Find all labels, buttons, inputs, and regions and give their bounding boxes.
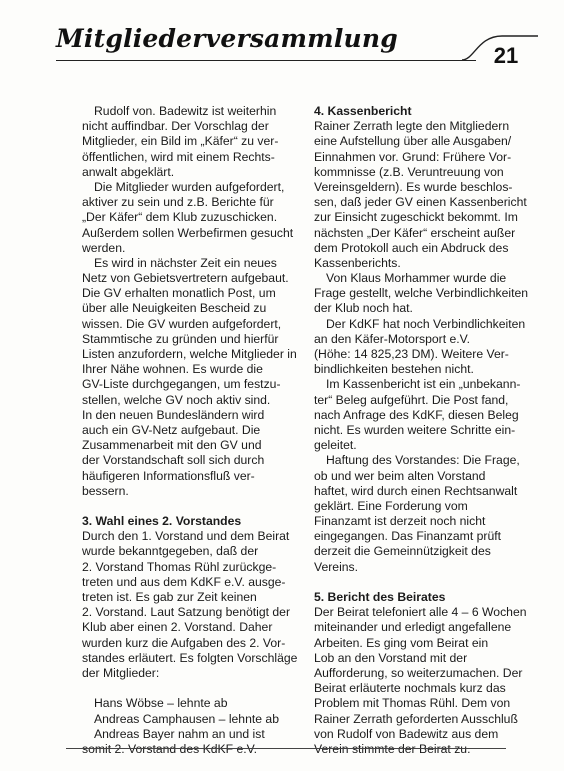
text-line: Finanzamt ist derzeit noch nicht [314, 514, 486, 529]
text-line: Durch den 1. Vorstand und dem Beirat [82, 529, 290, 544]
footer-rule [66, 748, 506, 749]
text-line: bessern. [82, 483, 129, 498]
text-line: (Höhe: 14 825,23 DM). Weitere Ver- [314, 347, 509, 361]
text-line: über alle Neuigkeiten Bescheid zu [82, 301, 267, 316]
text-line: nicht. Es wurden weitere Schritte ein- [314, 422, 516, 437]
text-line: der Vorstandschaft soll sich durch [82, 453, 265, 468]
text-line: nächsten „Der Käfer“ erscheint außer [314, 225, 516, 240]
text-line: wissen. Die GV wurden aufgefordert, [82, 316, 282, 331]
text-line: eingegangen. Das Finanzamt prüft [314, 529, 501, 544]
text-line: Im Kassenbericht ist ein „unbekann- [326, 377, 521, 392]
section-heading: 3. Wahl eines 2. Vorstandes [82, 514, 242, 529]
text-line: Mitglieder, ein Bild im „Käfer“ zu ver- [82, 134, 279, 149]
text-line: Andreas Camphausen – lehnte ab [94, 711, 279, 726]
text-line: ob und wer beim alten Vorstand [314, 468, 486, 483]
text-line: sen, daß jeder GV einen Kassenbericht [314, 195, 527, 210]
text-line: an den Käfer-Motorsport e.V. [314, 331, 471, 346]
text-line: von Rudolf von Badewitz aus dem [314, 726, 499, 741]
paragraph-gap [82, 499, 300, 514]
text-line: Rudolf von. Badewitz ist weiterhin [94, 104, 277, 118]
text-line: auch ein GV-Netz aufgebaut. Die [82, 422, 261, 437]
text-line: der Mitglieder: [82, 665, 160, 680]
text-line: Einnahmen vor. Grund: Frühere Vor- [314, 149, 512, 164]
text-line: Der KdKF hat noch Verbindlichkeiten [326, 316, 526, 331]
text-line: Beirat erläuterte nochmals kurz das [314, 681, 506, 696]
text-line: Frage gestellt, welche Verbindlichkeiten [314, 286, 529, 301]
text-line: häufigeren Informationsfluß ver- [82, 468, 255, 483]
text-line: dem Protokoll auch ein Abdruck des [314, 240, 509, 255]
text-line: GV-Liste durchgegangen, um festzu- [82, 377, 281, 392]
text-line: ter“ Beleg aufgeführt. Die Post fand, [314, 392, 509, 407]
text-line: Lob an den Vorstand mit der [314, 650, 468, 665]
text-line: aktiver zu sein und z.B. Berichte für [82, 195, 274, 210]
left-column [82, 104, 300, 757]
text-line: somit 2. Vorstand des KdKF e.V. [82, 741, 258, 756]
text-line: öffentlichen, wird mit einem Rechts- [82, 149, 275, 164]
text-line: Die GV erhalten monatlich Post, um [82, 286, 276, 301]
text-line: Problem mit Thomas Rühl. Dem von [314, 696, 511, 711]
text-line: geklärt. Eine Forderung vom [314, 498, 468, 513]
text-line: eine Aufstellung über alle Ausgaben/ [314, 134, 512, 149]
text-line: Kassenberichts. [314, 255, 401, 270]
text-line: 2. Vorstand Thomas Rühl zurückge- [82, 559, 277, 574]
text-line: 2. Vorstand. Laut Satzung benötigt der [82, 605, 291, 620]
text-line: Netz von Gebietsvertretern aufgebaut. [82, 271, 289, 286]
text-line: Vereins. [314, 559, 359, 574]
text-line: der Klub noch hat. [314, 301, 413, 316]
text-line: standes erläutert. Es folgten Vorschläge [82, 650, 298, 665]
text-line: Stammtische zu gründen und hierfür [82, 331, 279, 346]
text-line: Haftung des Vorstandes: Die Frage, [326, 453, 520, 468]
text-line: haftet, wird durch einen Rechtsanwalt [314, 483, 518, 498]
text-line: Ihrer Nähe wohnen. Es wurde die [82, 362, 263, 377]
text-line: geleitet. [314, 438, 357, 453]
text-line: anwalt abgeklärt. [82, 164, 175, 179]
text-line: stellen, welche GV noch aktiv sind. [82, 392, 271, 407]
text-line: treten und aus dem KdKF e.V. ausge- [82, 574, 286, 589]
page-number: 21 [493, 43, 519, 68]
header-rule [56, 60, 476, 61]
text-line: Zusammenarbeit mit den GV und [82, 438, 262, 453]
section-heading: 4. Kassenbericht [314, 104, 412, 118]
text-line: In den neuen Bundesländern wird [82, 407, 265, 422]
text-line: Hans Wöbse – lehnte ab [94, 696, 228, 711]
text-line: bindlichkeiten bestehen nicht. [314, 362, 474, 377]
text-line: zur Einsicht zugeschickt bekommt. Im [314, 210, 518, 225]
text-line: Verein stimmte der Beirat zu. [314, 741, 471, 756]
text-line: Der Beirat telefoniert alle 4 – 6 Wochen [314, 605, 527, 620]
text-line: treten ist. Es gab zur Zeit keinen [82, 590, 257, 604]
section-heading: 5. Bericht des Beirates [314, 590, 446, 604]
text-line: nach Anfrage des KdKF, diesen Beleg [314, 407, 519, 422]
page-title: Mitgliederversammlung [56, 24, 398, 53]
text-line: wurde bekanntgegeben, daß der [82, 544, 259, 559]
text-line: werden. [82, 240, 126, 255]
text-line: Arbeiten. Es ging vom Beirat ein [314, 635, 489, 650]
text-line: Von Klaus Morhammer wurde die [326, 271, 507, 286]
text-line: miteinander und erledigt angefallene [314, 620, 512, 635]
text-line: nicht auffindbar. Der Vorschlag der [82, 119, 269, 134]
text-line: Aufforderung, so weiterzumachen. Der [314, 665, 523, 680]
right-column [314, 104, 532, 757]
text-line: Andreas Bayer nahm an und ist [94, 726, 265, 741]
paragraph-gap [314, 575, 532, 590]
paragraph-gap [82, 681, 300, 696]
text-line: Die Mitglieder wurden aufgefordert, [94, 179, 285, 194]
text-line: „Der Käfer“ dem Klub zuzuschicken. [82, 210, 278, 225]
text-line: wurden kurz die Aufgaben des 2. Vor- [82, 635, 286, 650]
text-line: Klub aber einen 2. Vorstand. Daher [82, 620, 273, 635]
text-line: Außerdem sollen Werbefirmen gesucht [82, 225, 294, 240]
text-line: Es wird in nächster Zeit ein neues [94, 255, 277, 270]
text-line: kommnisse (z.B. Veruntreuung von [314, 164, 504, 179]
text-line: Rainer Zerrath legte den Mitgliedern [314, 119, 510, 134]
text-line: Listen anzufordern, welche Mitglieder in [82, 347, 297, 361]
text-line: Rainer Zerrath geforderten Ausschluß [314, 711, 518, 726]
text-line: Vereinsgeldern). Es wurde beschlos- [314, 179, 513, 194]
text-line: derzeit die Gemeinnützigkeit des [314, 544, 491, 559]
